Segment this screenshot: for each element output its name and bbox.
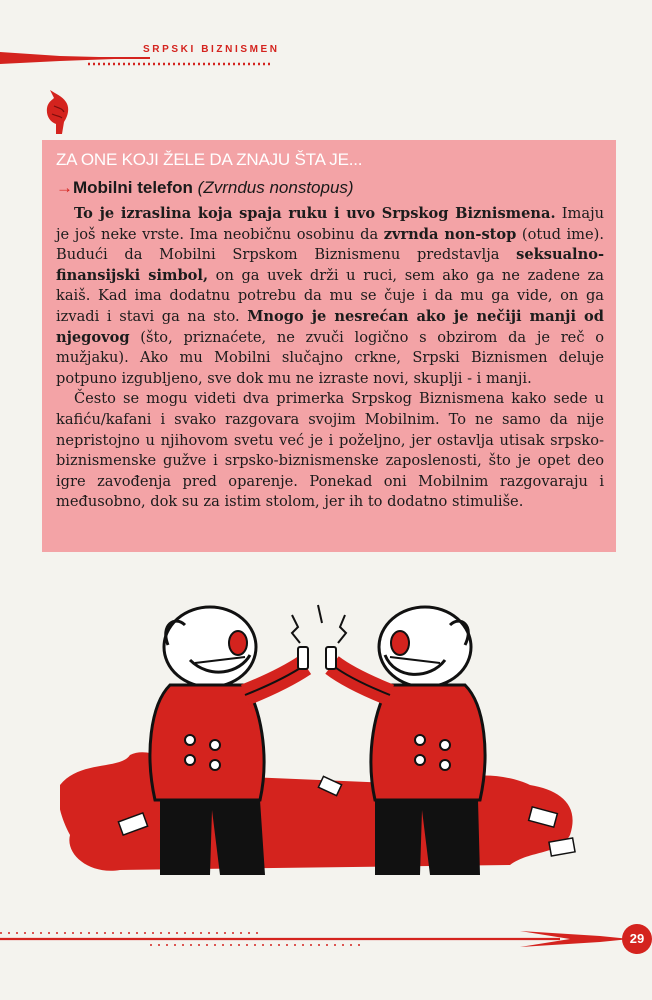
entry-latin-name: (Zvrndus nonstopus) [197,178,354,197]
entry-term: Mobilni telefon [73,178,198,197]
text-run: on ga uvek drži u ruci, sem ako ga ne zadene za kaiš. Kad ima dodatnu potrebu da mu se čuje i da mu ga vide, on ga izvadi i stavi ga na sto. [56,266,604,325]
text-run: Imaju je još neke vrste. Ima neobičnu osobinu da [56,205,605,243]
arrow-icon: → [56,178,73,197]
running-head: SRPSKI BIZNISMEN [143,44,280,55]
bold-phrase: seksualno-finansijski simbol, [56,246,604,284]
bold-phrase: Mnogo je nesrećan ako je nečiji manji od njegovog [56,307,604,346]
bold-phrase: zvrnda non-stop [383,225,517,243]
entry-heading [56,178,354,198]
header-rule [0,0,652,80]
entry-text [56,204,604,513]
text-run: (što, priznaćete, ne zvuči logično s obzirom da je reč o mužjaku). Ako mu Mobilni slučajno crkne, Srpski Biznismen deluje potpuno izgubljeno, sve dok mu ne izraste novi, skuplji - i manji. [56,328,604,387]
text-run: (otud ime). Budući da Mobilni Srpskom Biznismenu predstavlja [56,225,604,264]
pointing-hand-icon [44,88,72,136]
bold-phrase: To je izraslina koja spaja ruku i uvo Srpskog Biznismena. [74,205,556,222]
footer-rule [0,905,652,965]
paragraph-1 [56,204,604,389]
paragraph-2: Često se mogu videti dva primerka Srpskog Biznismena kako sede u kafiću/kafani i svako razgovara svojim Mobilnim. To ne samo da nije nepristojno u njihovom svetu već je i poželjno, jer ostavlja utisak srpsko-biznismenske gužve i srpsko-biznismenske zaposlenosti, što je opet deo igre zavođenja pred oparenje. Ponekad oni Mobilnim razgovaraju i međusobno, dok su za istim stolom, jer ih to dodatno stimuliše. [56,390,604,511]
page-number: 29 [622,924,652,954]
cartoon-two-businessmen-with-mobile-phones-icon [60,585,600,895]
box-title: ZA ONE KOJI ŽELE DA ZNAJU ŠTA JE... [56,150,363,169]
